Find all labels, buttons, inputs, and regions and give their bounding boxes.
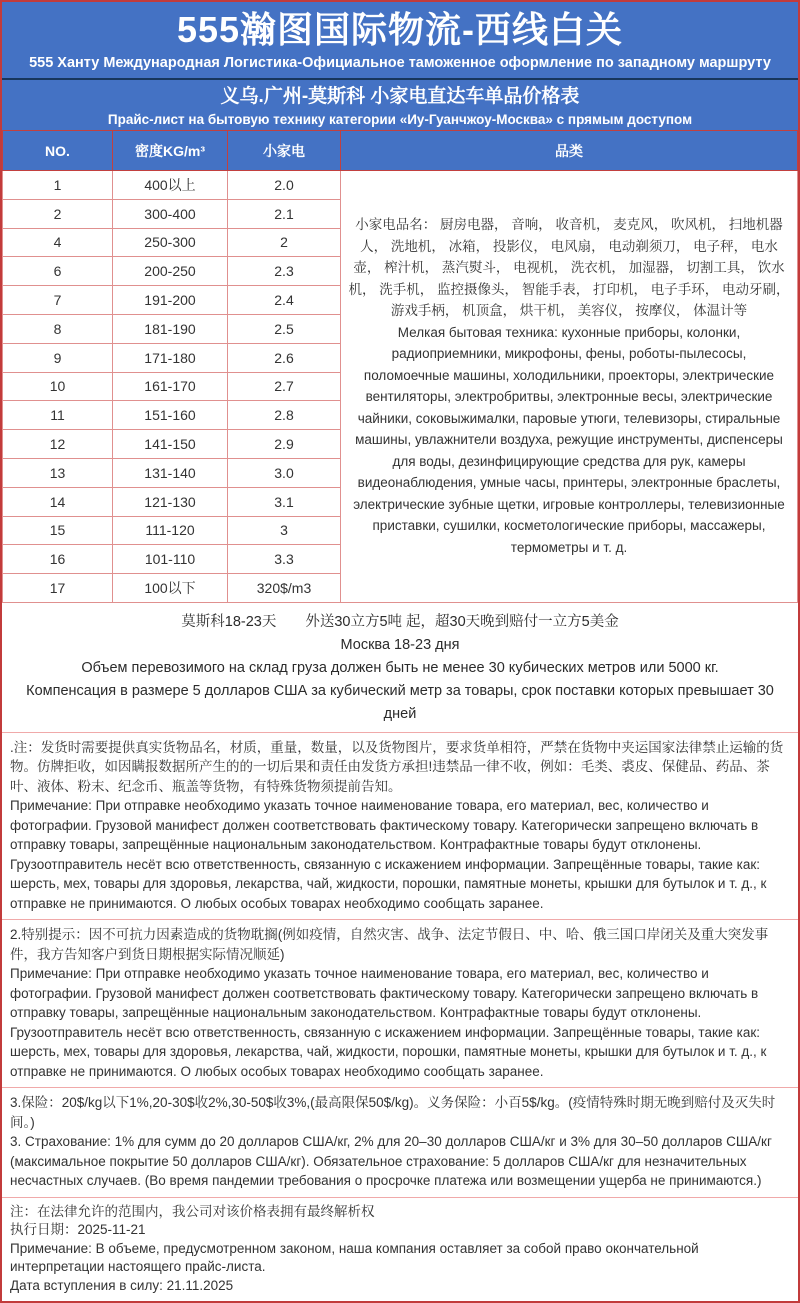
note3-text-zh: 3.保险：20$/kg以下1%,20-30$收2%,30-50$收3%,(最高限保50$/kg)。义务保险：小百5$/kg。(疫情特殊时期无晚到赔付及灭失时间。)	[10, 1095, 776, 1130]
price-table-header	[3, 131, 798, 171]
cell-price: 2	[228, 228, 341, 257]
route-title-zh: 义乌.广州-莫斯科 小家电直达车单品价格表	[220, 86, 580, 107]
note2-text-zh: 2.特别提示：因不可抗力因素造成的货物耽搁(例如疫情，自然灾害、战争、法定节假日、中、哈、俄三国口岸闭关及重大突发事件，我方告知客户到货日期根据实际情况顺延)	[10, 927, 769, 962]
delivery-line-ru-1: Москва 18-23 дня	[340, 636, 460, 653]
cell-price: 2.3	[228, 257, 341, 286]
note-section-1	[2, 733, 798, 921]
cell-price: 3.3	[228, 545, 341, 574]
cell-no: 7	[3, 286, 113, 315]
delivery-info	[2, 603, 798, 733]
cell-price: 2.1	[228, 199, 341, 228]
company-title: 555瀚图国际物流-西线白关	[176, 9, 624, 50]
cell-no: 4	[3, 228, 113, 257]
cell-no: 15	[3, 516, 113, 545]
header-price: 小家电	[228, 131, 341, 171]
note-section-2	[2, 920, 798, 1088]
cell-price: 2.0	[228, 171, 341, 200]
cell-density: 111-120	[113, 516, 228, 545]
cell-density: 191-200	[113, 286, 228, 315]
note1-text-zh: .注：发货时需要提供真实货物品名，材质，重量，数量，以及货物图片，要求货单相符，严禁在货物中夹运国家法律禁止运输的货物。仿牌拒收，如因瞒报数据所产生的的一切后果和责任由发货方承担!违禁品一律不收，例如：毛类、裘皮、保健品、药品、茶叶、液体、粉末、纪念币、瓶盖等货物，有特殊货物须提前告知。	[10, 739, 784, 794]
cell-density: 200-250	[113, 257, 228, 286]
table-row	[3, 171, 798, 200]
cell-no: 17	[3, 574, 113, 603]
cell-density: 141-150	[113, 430, 228, 459]
note1-text-ru: Примечание: При отправке необходимо указать точное наименование товара, его материал, вес, количество и фотографии. Грузовой манифест должен соответствовать фактическому товару. Категорически запрещено включать в отправку товары, запрещённые национальным законодательством. Контрафактные товары будут отклонены. Грузоотправитель несёт всю ответственность, связанную с искажением информации. Запрещённые товары, такие как: шерсть, мех, товары для здоровья, лекарства, чай, жидкости, порошки, памятные монеты, крышки для бутылок и т. д., к отправке не принимаются. О любых особых товарах необходимо сообщать заранее.	[10, 798, 767, 911]
cell-density: 121-130	[113, 487, 228, 516]
cell-no: 10	[3, 372, 113, 401]
header-category: 品类	[341, 131, 798, 171]
cell-price: 3.0	[228, 458, 341, 487]
note2-text-ru: Примечание: При отправке необходимо указать точное наименование товара, его материал, вес, количество и фотографии. Грузовой манифест должен соответствовать фактическому товару. Категорически запрещено включать в отправку товары, запрещённые национальным законодательством. Контрафактные товары будут отклонены. Грузоотправитель несёт всю ответственность, связанную с искажением информации. Запрещённые товары, такие как: шерсть, мех, товары для здоровья, лекарства, чай, жидкости, порошки, памятные монеты, крышки для бутылок и т. д., к отправке не принимаются. О любых особых товарах необходимо сообщать заранее.	[10, 966, 767, 1079]
cell-density: 151-160	[113, 401, 228, 430]
footer-execution-date-zh: 执行日期：2025-11-21	[10, 1222, 146, 1238]
route-title-ru: Прайс-лист на бытовую технику категории «Иу-Гуанчжоу-Москва» с прямым доступом	[107, 112, 693, 127]
footer-disclaimer-zh: 注：在法律允许的范围内，我公司对该价格表拥有最终解析权	[10, 1203, 375, 1219]
cell-density: 161-170	[113, 372, 228, 401]
cell-price: 2.4	[228, 286, 341, 315]
header-no: NO.	[3, 131, 113, 171]
cell-no: 1	[3, 171, 113, 200]
header-banner	[2, 2, 798, 80]
cell-density: 171-180	[113, 343, 228, 372]
cell-density: 400以上	[113, 171, 228, 200]
cell-density: 100以下	[113, 574, 228, 603]
cell-price: 2.6	[228, 343, 341, 372]
cell-price: 2.7	[228, 372, 341, 401]
cell-density: 250-300	[113, 228, 228, 257]
route-banner	[2, 80, 798, 130]
footer-effective-date-ru: Дата вступления в силу: 21.11.2025	[10, 1277, 234, 1293]
price-table	[2, 130, 798, 603]
cell-no: 11	[3, 401, 113, 430]
cell-density: 131-140	[113, 458, 228, 487]
delivery-line-ru-3: Компенсация в размере 5 долларов США за кубический метр за товары, срок поставки которых превышает 30 дней	[26, 682, 778, 722]
cell-no: 2	[3, 199, 113, 228]
category-text-ru: Мелкая бытовая техника: кухонные приборы, колонки, радиоприемники, микрофоны, фены, роботы-пылесосы, поломоечные машины, холодильники, проекторы, электрические вентиляторы, электробритвы, электронные весы, электрические чайники, соковыжималки, паровые утюги, телевизоры, стиральные машины, увлажнители воздуха, режущие инструменты, диспенсеры для воды, дезинфицирующие средства для рук, камеры видеонаблюдения, умные часы, принтеры, электронные браслеты, электрические зубные щетки, игровые контроллеры, телевизионные приставки, сушилки, косметологические приборы, массажеры, термометры и т. д.	[353, 324, 785, 555]
cell-price: 3.1	[228, 487, 341, 516]
cell-density: 181-190	[113, 314, 228, 343]
header-row	[3, 131, 798, 171]
price-table-body	[3, 171, 798, 603]
cell-no: 16	[3, 545, 113, 574]
company-subtitle-ru: 555 Ханту Международная Логистика-Официальное таможенное оформление по западному маршруту	[29, 55, 771, 71]
delivery-line-ru-2: Объем перевозимого на склад груза должен быть не менее 30 кубических метров или 5000 кг.	[81, 659, 719, 676]
cell-no: 14	[3, 487, 113, 516]
cell-no: 8	[3, 314, 113, 343]
note-section-3	[2, 1088, 798, 1198]
cell-no: 6	[3, 257, 113, 286]
footer-section	[2, 1198, 798, 1302]
category-text-zh: 小家电品名： 厨房电器， 音响， 收音机， 麦克风， 吹风机， 扫地机器人， 洗地机， 冰箱， 投影仪， 电风扇， 电动剃须刀， 电子秤， 电水壶， 榨汁机， 蒸汽熨斗， 电视机， 洗衣机， 加湿器， 切割工具， 饮水机， 洗手机， 监控摄像头， 智能手表， 打印机， 电子手环， 电动牙刷， 游戏手柄， 机顶盒， 烘干机， 美容仪， 按摩仪， 体温计等	[348, 217, 790, 319]
cell-no: 13	[3, 458, 113, 487]
footer-disclaimer-ru: Примечание: В объеме, предусмотренном законом, наша компания оставляет за собой право окончательной интерпретации настоящего прайс-листа.	[10, 1240, 699, 1275]
cell-price: 2.8	[228, 401, 341, 430]
note3-text-ru: 3. Страхование: 1% для сумм до 20 долларов США/кг, 2% для 20–30 долларов США/кг и 3% для 30–50 долларов США/кг (максимальное покрытие 50 долларов США/кг). Обязательное страхование: 5 долларов США/кг для незначительных несчастных случаев. (Во время пандемии требования о просрочке платежа или возмещении ущерба не принимаются.)	[10, 1134, 772, 1189]
cell-density: 101-110	[113, 545, 228, 574]
cell-price: 3	[228, 516, 341, 545]
cell-price: 320$/m3	[228, 574, 341, 603]
header-density: 密度KG/m³	[113, 131, 228, 171]
category-cell	[341, 171, 798, 603]
delivery-line-zh: 莫斯科18-23天 外送30立方5吨 起，超30天晚到赔付一立方5美金	[181, 613, 619, 630]
cell-price: 2.9	[228, 430, 341, 459]
cell-price: 2.5	[228, 314, 341, 343]
cell-density: 300-400	[113, 199, 228, 228]
cell-no: 12	[3, 430, 113, 459]
cell-no: 9	[3, 343, 113, 372]
